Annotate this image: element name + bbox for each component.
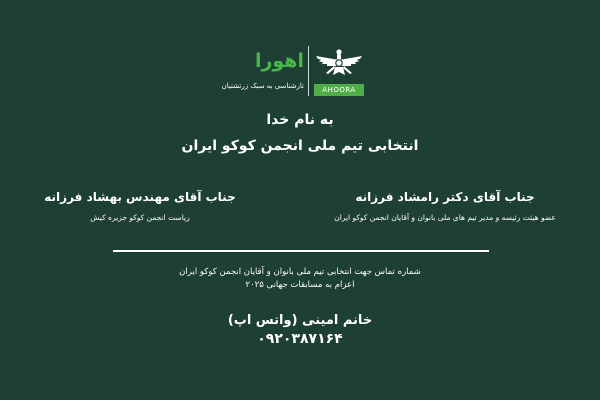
page-title: انتخابی تیم ملی انجمن کوکو ایران [181, 138, 419, 154]
person-name: جناب آقای مهندس بهشاد فرزانه [44, 190, 236, 204]
person-card-left [10, 190, 270, 222]
contact-note [150, 266, 450, 292]
person-role: ریاست انجمن کوکو جزیره کیش [90, 213, 190, 222]
organization-logo [221, 46, 366, 98]
horizontal-divider [113, 250, 489, 252]
person-card-right [300, 190, 590, 222]
contact-phone-number[interactable]: ۰۹۲۰۳۸۷۱۶۴ [257, 331, 343, 347]
logo-wordmark-text: اهورا [254, 50, 304, 72]
logo-tagline: تارشناسی به سبک زرتشتیان [221, 82, 304, 90]
logo-wordmark [232, 46, 304, 80]
logo-emblem-label: AHOORA [314, 84, 364, 96]
faravahar-emblem-icon [314, 46, 364, 82]
contact-note-line: شماره تماس جهت انتخابی تیم ملی بانوان و آقایان انجمن کوکو ایران [179, 267, 421, 277]
logo-divider [308, 46, 309, 96]
contact-name: خانم امینی (واتس اپ) [227, 313, 373, 328]
greeting-heading: به نام خدا [266, 112, 334, 128]
person-name: جناب آقای دکتر رامشاد فرزانه [355, 190, 535, 204]
person-role: عضو هیئت رئیسه و مدیر تیم های ملی بانوان و آقایان انجمن کوکو ایران [334, 213, 556, 222]
contact-note-line: اعزام به مسابقات جهانی ۲۰۲۵ [245, 280, 355, 290]
